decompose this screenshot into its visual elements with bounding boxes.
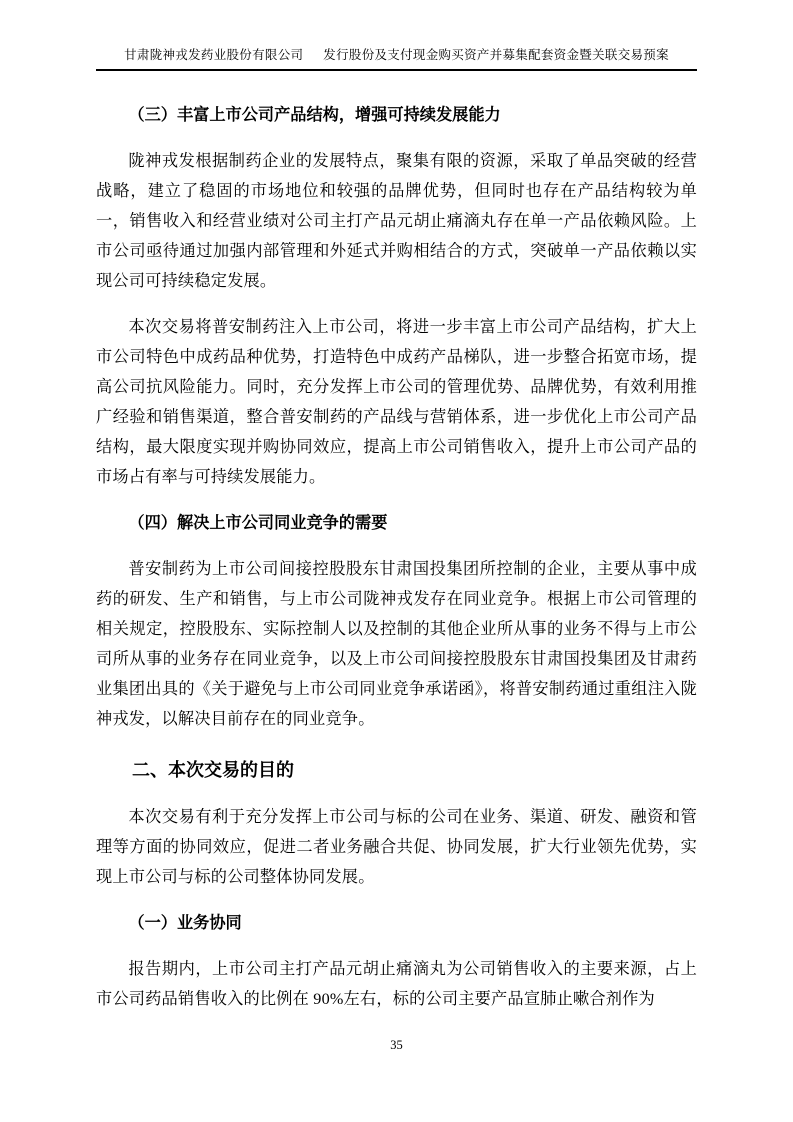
page-footer	[0, 1036, 793, 1054]
document-body	[96, 84, 697, 1030]
section-heading-4: （四）解决上市公司同业竞争的需要	[128, 514, 388, 532]
header-company-name: 甘肃陇神戎发药业股份有限公司	[124, 48, 304, 62]
chapter-heading-2: 二、本次交易的目的	[132, 760, 294, 780]
header-doc-title: 发行股份及支付现金购买资产并募集配套资金暨关联交易预案	[323, 48, 669, 62]
page-number: 35	[390, 1038, 403, 1052]
section-heading-business-synergy: （一）业务协同	[128, 914, 242, 932]
section-heading-3: （三）丰富上市公司产品结构，增强可持续发展能力	[128, 106, 501, 124]
paragraph-transaction-benefits: 本次交易将普安制药注入上市公司，将进一步丰富上市公司产品结构，扩大上市公司特色中成药品种优势，打造特色中成药产品梯队，进一步整合拓宽市场，提高公司抗风险能力。同时，充分发挥上市公司的管理优势、品牌优势，有效利用推广经验和销售渠道，整合普安制药的产品线与营销体系，进一步优化上市公司产品结构，最大限度实现并购协同效应，提高上市公司销售收入，提升上市公司产品的市场占有率与可持续发展能力。	[96, 318, 697, 486]
paragraph-business-synergy: 报告期内，上市公司主打产品元胡止痛滴丸为公司销售收入的主要来源，占上市公司药品销售收入的比例在 90%左右，标的公司主要产品宣肺止嗽合剂作为	[96, 960, 697, 1008]
paragraph-competition-resolution: 普安制药为上市公司间接控股股东甘肃国投集团所控制的企业，主要从事中成药的研发、生产和销售，与上市公司陇神戎发存在同业竞争。根据上市公司管理的相关规定，控股股东、实际控制人以及控制的其他企业所从事的业务不得与上市公司所从事的业务存在同业竞争，以及上市公司间接控股股东甘肃国投集团及甘肃药业集团出具的《关于避免与上市公司同业竞争承诺函》，将普安制药通过重组注入陇神戎发，以解决目前存在的同业竞争。	[96, 560, 697, 728]
paragraph-product-structure-risk: 陇神戎发根据制药企业的发展特点，聚集有限的资源，采取了单品突破的经营战略，建立了稳固的市场地位和较强的品牌优势，但同时也存在产品结构较为单一，销售收入和经营业绩对公司主打产品元胡止痛滴丸存在单一产品依赖风险。上市公司亟待通过加强内部管理和外延式并购相结合的方式，突破单一产品依赖以实现公司可持续稳定发展。	[96, 152, 697, 290]
page-header	[96, 46, 697, 71]
paragraph-transaction-purpose: 本次交易有利于充分发挥上市公司与标的公司在业务、渠道、研发、融资和管理等方面的协同效应，促进二者业务融合共促、协同发展，扩大行业领先优势，实现上市公司与标的公司整体协同发展。	[96, 808, 697, 886]
